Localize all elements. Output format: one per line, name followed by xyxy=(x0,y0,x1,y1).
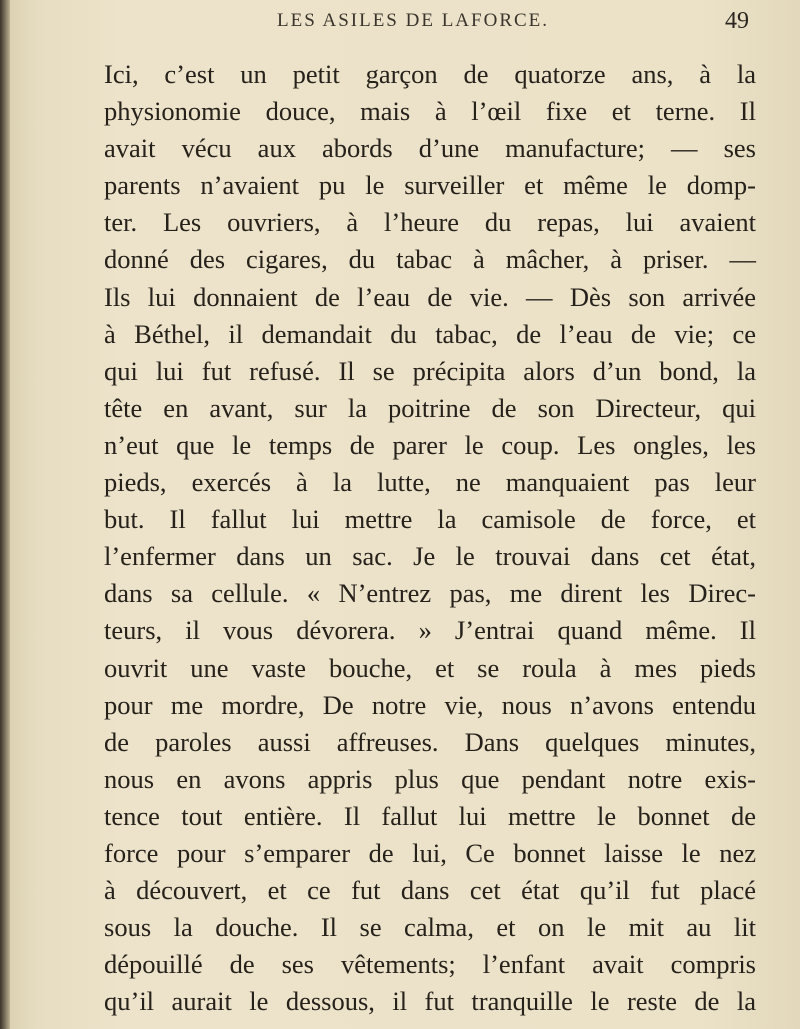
text-line: donné des cigares, du tabac à mâcher, à priser. — xyxy=(104,244,756,275)
text-line: pieds, exercés à la lutte, ne manquaient pas leur xyxy=(104,467,756,498)
text-line: pour me mordre, De notre vie, nous n’avons entendu xyxy=(104,689,756,720)
text-line: but. Il fallut lui mettre la camisole de force, et xyxy=(104,504,756,535)
text-line: physionomie douce, mais à l’œil fixe et terne. Il xyxy=(104,96,756,127)
body-text xyxy=(104,56,756,1020)
text-line: Ici, c’est un petit garçon de quatorze ans, à la xyxy=(104,59,756,89)
text-line: sous la douche. Il se calma, et on le mit au lit xyxy=(104,912,756,943)
text-line: à découvert, et ce fut dans cet état qu’il fut placé xyxy=(104,875,756,906)
text-line: l’enfermer dans un sac. Je le trouvai dans cet état, xyxy=(104,541,756,572)
text-line: de paroles aussi affreuses. Dans quelques minutes, xyxy=(104,726,756,757)
text-line: force pour s’emparer de lui, Ce bonnet laisse le nez xyxy=(104,837,756,868)
text-line: teurs, il vous dévorera. » J’entrai quand même. Il xyxy=(104,615,756,646)
text-line: ter. Les ouvriers, à l’heure du repas, lui avaient xyxy=(104,207,756,238)
text-line: qu’il aurait le dessous, il fut tranquille le reste de la xyxy=(104,986,756,1017)
page-number: 49 xyxy=(725,8,749,34)
text-line: tête en avant, sur la poitrine de son Directeur, qui xyxy=(104,392,756,423)
text-line: n’eut que le temps de parer le coup. Les ongles, les xyxy=(104,429,756,460)
running-head: LES ASILES DE LAFORCE. xyxy=(277,10,550,31)
text-line: dépouillé de ses vêtements; l’enfant avait compris xyxy=(104,949,756,980)
text-line: tence tout entière. Il fallut lui mettre le bonnet de xyxy=(104,800,756,831)
text-line: nous en avons appris plus que pendant notre exis- xyxy=(104,763,756,794)
page-header xyxy=(105,8,755,38)
text-line: à Béthel, il demandait du tabac, de l’eau de vie; ce xyxy=(104,318,756,349)
text-line: parents n’avaient pu le surveiller et même le domp- xyxy=(104,170,756,201)
text-line: qui lui fut refusé. Il se précipita alors d’un bond, la xyxy=(104,355,756,386)
text-line: avait vécu aux abords d’une manufacture; — ses xyxy=(104,133,756,164)
text-line: dans sa cellule. « N’entrez pas, me dirent les Direc- xyxy=(104,578,756,609)
page-binding-edge xyxy=(0,0,10,1029)
text-line: ouvrit une vaste bouche, et se roula à mes pieds xyxy=(104,652,756,683)
text-line: Ils lui donnaient de l’eau de vie. — Dès son arrivée xyxy=(104,281,756,312)
